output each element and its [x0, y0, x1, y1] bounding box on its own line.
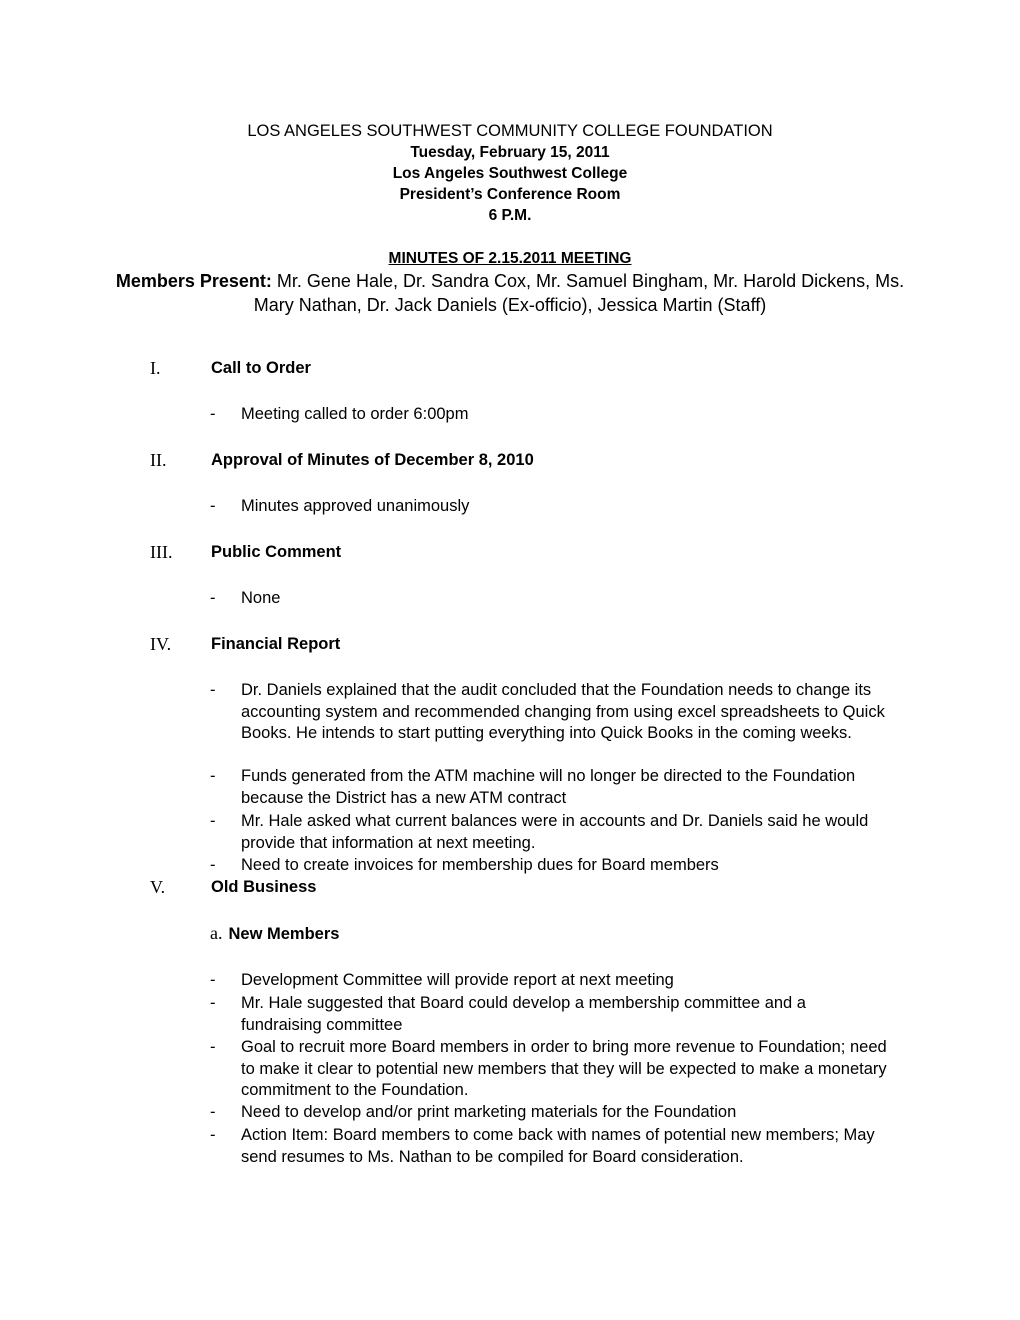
bullet-dash: -: [210, 589, 216, 607]
minutes-title: MINUTES OF 2.15.2011 MEETING: [388, 250, 632, 267]
bullet-dash: -: [210, 767, 216, 785]
bullet-dash: -: [210, 812, 216, 830]
section-number: I.: [150, 358, 161, 378]
list-item-text: None: [241, 589, 281, 607]
meeting-room: President’s Conference Room: [399, 186, 621, 203]
subsection-new-members: [210, 923, 910, 945]
list-item-text: Minutes approved unanimously: [241, 497, 470, 515]
section-title: Old Business: [211, 878, 317, 896]
members-present-label: Members Present:: [115, 271, 272, 291]
list-item-text: Action Item: Board members to come back with names of potential new members; May send resumes to Ms. Nathan to be compiled for Board consideration.: [241, 1126, 875, 1166]
members-present-list: Mr. Gene Hale, Dr. Sandra Cox, Mr. Samuel Bingham, Mr. Harold Dickens, Ms. Mary Nathan, Dr. Jack Daniels (Ex-officio), Jessica Martin (Staff): [253, 271, 905, 315]
list-item-text: Need to create invoices for membership dues for Board members: [241, 856, 719, 874]
section-number: III.: [150, 542, 173, 562]
list-item-text: Mr. Hale asked what current balances were in accounts and Dr. Daniels said he would provide that information at next meeting.: [241, 812, 869, 852]
bullet-dash: -: [210, 994, 216, 1012]
list-item-text: Need to develop and/or print marketing materials for the Foundation: [241, 1103, 737, 1121]
subsection-title: New Members: [228, 925, 340, 943]
list-item-text: Meeting called to order 6:00pm: [241, 405, 469, 423]
meeting-date: Tuesday, February 15, 2011: [410, 144, 610, 161]
section-title: Financial Report: [211, 635, 341, 653]
subsection-letter: a.: [210, 923, 223, 943]
bullet-dash: -: [210, 405, 216, 423]
section-number: IV.: [150, 634, 172, 654]
bullet-dash: -: [210, 856, 216, 874]
list-item-text: Funds generated from the ATM machine will no longer be directed to the Foundation because the District has a new ATM contract: [241, 767, 856, 807]
meeting-location: Los Angeles Southwest College: [392, 165, 628, 182]
list-item-text: Mr. Hale suggested that Board could develop a membership committee and a fundraising committee: [241, 994, 806, 1034]
section-number: V.: [150, 877, 166, 897]
bullet-dash: -: [210, 1038, 216, 1056]
list-item-text: Development Committee will provide report at next meeting: [241, 971, 674, 989]
section-number: II.: [150, 450, 167, 470]
bullet-dash: -: [210, 1103, 216, 1121]
section-title: Public Comment: [211, 543, 342, 561]
bullet-dash: -: [210, 497, 216, 515]
organization-name: LOS ANGELES SOUTHWEST COMMUNITY COLLEGE FOUNDATION: [247, 122, 773, 140]
members-present: [110, 269, 910, 317]
list-item-text: Goal to recruit more Board members in order to bring more revenue to Foundation; need to make it clear to potential new members that they will be expected to make a monetary commitment to the Foundation.: [241, 1038, 887, 1099]
bullet-dash: -: [210, 1126, 216, 1144]
meeting-time: 6 P.M.: [488, 207, 532, 224]
section-title: Call to Order: [211, 359, 311, 377]
section-title: Approval of Minutes of December 8, 2010: [211, 451, 534, 469]
bullet-dash: -: [210, 681, 216, 699]
list-item-text: Dr. Daniels explained that the audit concluded that the Foundation needs to change its accounting system and recommended changing from using excel spreadsheets to Quick Books. He intends to start putting everything into Quick Books in the coming weeks.: [241, 681, 885, 742]
bullet-dash: -: [210, 971, 216, 989]
